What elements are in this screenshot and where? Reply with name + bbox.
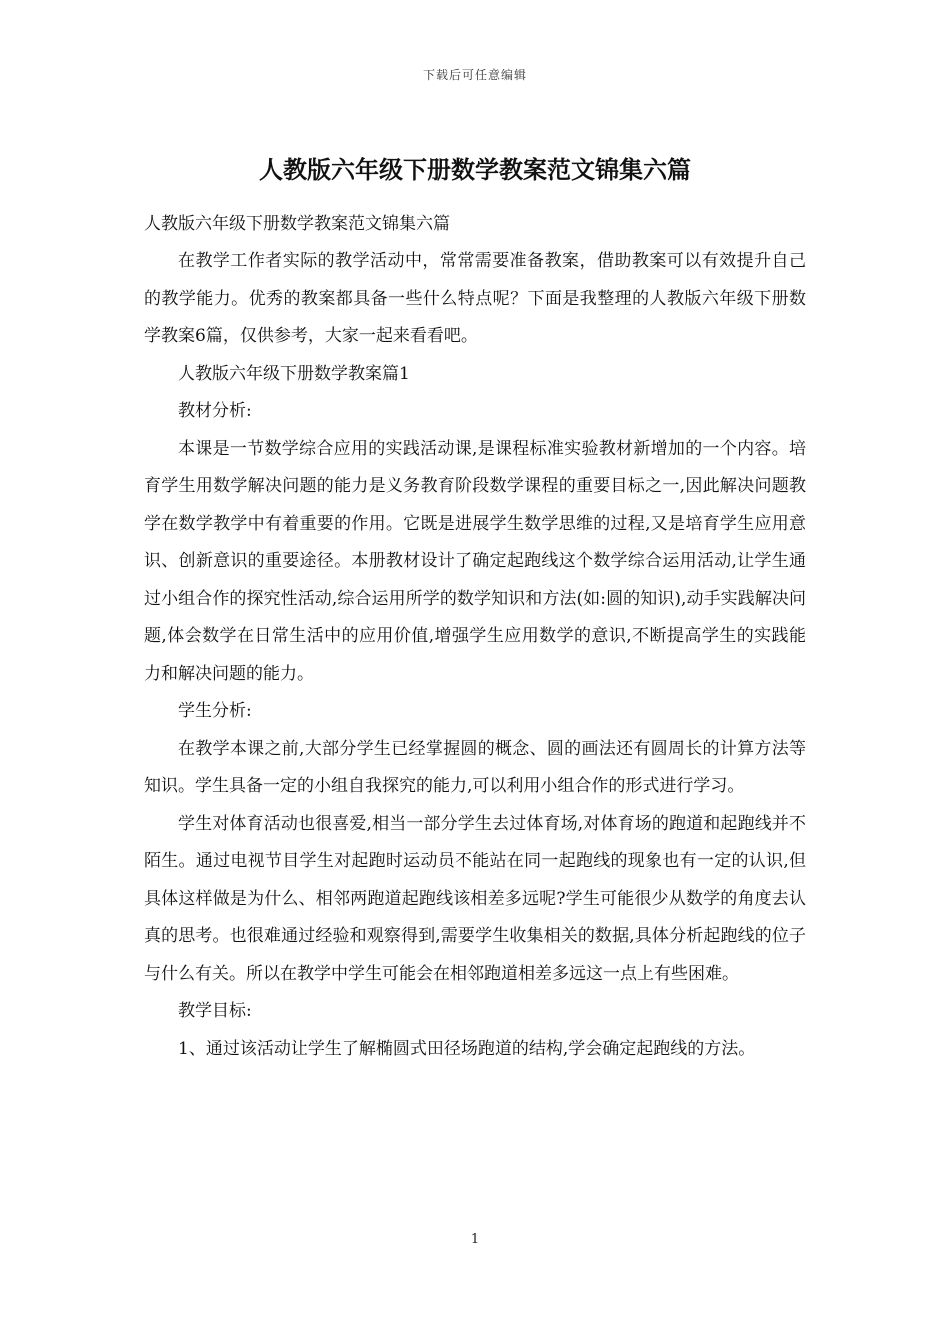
material-heading: 教材分析:: [178, 401, 252, 421]
student-heading: 学生分析:: [178, 701, 252, 721]
document-subtitle: 人教版六年级下册数学教案范文锦集六篇: [144, 214, 450, 234]
material-paragraph: 本课是一节数学综合应用的实践活动课,是课程标准实验教材新增加的一个内容。培育学生用数学解决问题的能力是义务教育阶段数学课程的重要目标之一,因此解决问题教学在数学教学中有着重要的作用。它既是进展学生数学思维的过程,又是培育学生应用意识、创新意识的重要途径。本册教材设计了确定起跑线这个数学综合运用活动,让学生通过小组合作的探究性活动,综合运用所学的数学知识和方法(如:圆的知识),动手实践解决问题,体会数学在日常生活中的应用价值,增强学生应用数学的意识,不断提高学生的实践能力和解决问题的能力。: [144, 438, 806, 684]
intro-paragraph: 在教学工作者实际的教学活动中，常常需要准备教案，借助教案可以有效提升自己的教学能力。优秀的教案都具备一些什么特点呢？下面是我整理的人教版六年级下册数学教案6篇，仅供参考，大家一起来看看吧。: [144, 251, 806, 346]
student-paragraph-1: 在教学本课之前,大部分学生已经掌握圆的概念、圆的画法还有圆周长的计算方法等知识。学生具备一定的小组自我探究的能力,可以利用小组合作的形式进行学习。: [144, 738, 806, 796]
goal-paragraph-1: 1、通过该活动让学生了解椭圆式田径场跑道的结构,学会确定起跑线的方法。: [178, 1038, 756, 1059]
page-header-note: 下载后可任意编辑: [422, 68, 527, 82]
section-title: 人教版六年级下册数学教案篇1: [178, 363, 410, 384]
document-title: 人教版六年级下册数学教案范文锦集六篇: [259, 155, 691, 184]
student-paragraph-2: 学生对体育活动也很喜爱,相当一部分学生去过体育场,对体育场的跑道和起跑线并不陌生。通过电视节目学生对起跑时运动员不能站在同一起跑线的现象也有一定的认识,但具体这样做是为什么、相邻两跑道起跑线该相差多远呢?学生可能很少从数学的角度去认真的思考。也很难通过经验和观察得到,需要学生收集相关的数据,具体分析起跑线的位子与什么有关。所以在教学中学生可能会在相邻跑道相差多远这一点上有些困难。: [144, 813, 806, 984]
page-number: 1: [470, 1232, 480, 1247]
goal-heading: 教学目标:: [178, 1001, 252, 1021]
document-body: [144, 150, 806, 1068]
